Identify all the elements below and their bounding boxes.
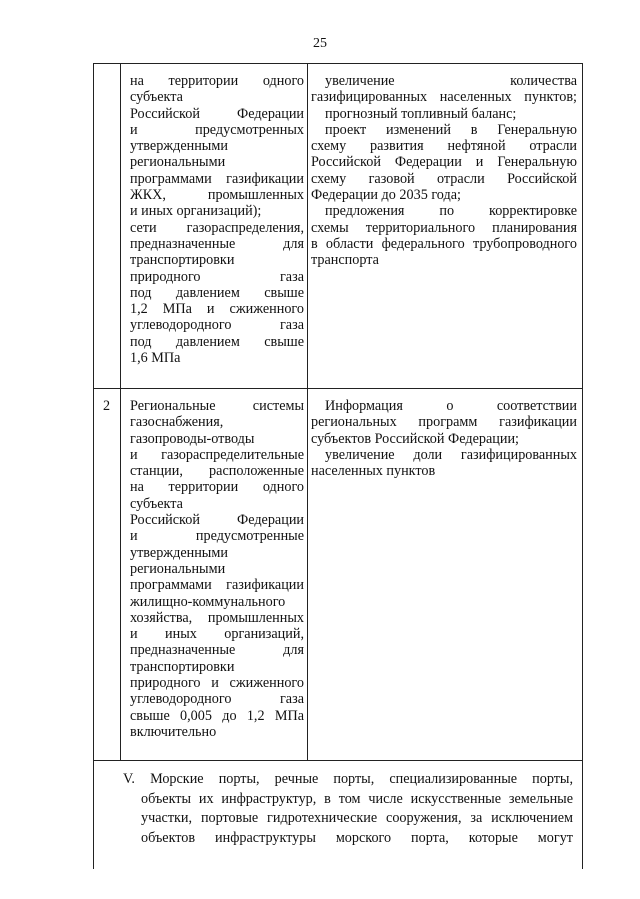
text-line: и предусмотренных <box>130 121 304 138</box>
text-line: Российской Федерации <box>130 105 304 122</box>
text-line: программами газификации <box>130 170 304 187</box>
text-line: объектов инфраструктуры морского порта, которые могут <box>141 829 573 846</box>
text-line: на территории одного <box>130 479 304 496</box>
text-line: населенных пунктов <box>311 463 436 480</box>
text-line: в области федерального трубопроводного <box>311 235 577 252</box>
text-line: 1,2 МПа и сжиженного <box>130 301 304 318</box>
text-line: прогнозный топливный баланс; <box>325 105 517 122</box>
text-line: схему газовой отрасли Российской <box>311 170 577 187</box>
text-line: и иных организаций, <box>130 626 304 643</box>
text-line: проект изменений в Генеральную <box>325 121 577 138</box>
text-line: станции, расположенные <box>130 463 304 480</box>
text-line: V. Морские порты, речные порты, специализированные порты, <box>123 771 573 787</box>
section-divider <box>93 760 583 761</box>
text-line: субъекта <box>130 495 183 512</box>
row-divider <box>93 388 583 389</box>
text-line: газифицированных населенных пунктов; <box>311 89 577 106</box>
text-line: включительно <box>130 723 217 740</box>
text-line: свыше 0,005 до 1,2 МПа <box>130 707 304 724</box>
text-line: транспортировки <box>130 252 235 269</box>
table-right-border <box>582 63 583 869</box>
text-line: и газораспределительные <box>130 446 304 463</box>
text-line: и иных организаций); <box>130 203 262 220</box>
text-line: увеличение доли газифицированных <box>325 446 577 463</box>
text-line: Региональные системы <box>130 398 304 414</box>
text-line: транспорта <box>311 252 379 269</box>
text-line: углеводородного газа <box>130 317 304 334</box>
column-divider-number <box>120 63 121 760</box>
table-left-border <box>93 63 94 869</box>
text-line: природного и сжиженного <box>130 675 304 692</box>
text-line: объекты их инфраструктур, в том числе искусственные земельные <box>141 790 573 807</box>
text-line: программами газификации <box>130 577 304 594</box>
text-line: газоснабжения, <box>130 414 224 431</box>
page-number: 25 <box>313 36 327 51</box>
row-continued-object-cell <box>130 73 304 366</box>
text-line: схему развития нефтяной отрасли <box>311 138 577 155</box>
text-line: газопроводы-отводы <box>130 430 255 447</box>
text-line: хозяйства, промышленных <box>130 609 304 626</box>
section-v-heading <box>123 770 573 848</box>
text-line: Информация о соответствии <box>325 398 577 414</box>
text-line: утвержденными <box>130 138 228 155</box>
row-number: 2 <box>103 398 111 414</box>
text-line: региональными <box>130 154 226 171</box>
text-line: и предусмотренные <box>130 528 304 545</box>
document-table <box>93 63 583 869</box>
text-line: сети газораспределения, <box>130 219 304 236</box>
text-line: региональными <box>130 560 226 577</box>
text-line: региональных программ газификации <box>311 414 577 431</box>
row-2-info-cell <box>311 398 577 479</box>
text-line: Федерации до 2035 года; <box>311 187 461 204</box>
text-line: предназначенные для <box>130 235 304 252</box>
text-line: участки, портовые гидротехнические сооружения, за исключением <box>141 810 573 826</box>
text-line: схемы территориального планирования <box>311 219 577 236</box>
text-line: углеводородного газа <box>130 691 304 708</box>
text-line: под давлением свыше <box>130 284 304 301</box>
text-line: жилищно-коммунального <box>130 593 286 610</box>
text-line: утвержденными <box>130 544 228 561</box>
text-line: субъекта <box>130 89 183 106</box>
text-line: Российской Федерации и Генеральную <box>311 154 577 171</box>
text-line: природного газа <box>130 268 304 285</box>
row-continued-info-cell <box>311 73 577 269</box>
text-line: ЖКХ, промышленных <box>130 187 304 204</box>
row-2-object-cell <box>130 398 304 740</box>
text-line: предложения по корректировке <box>325 203 577 220</box>
text-line: 1,6 МПа <box>130 350 181 367</box>
text-line: под давлением свыше <box>130 333 304 350</box>
text-line: на территории одного <box>130 73 304 89</box>
text-line: Российской Федерации <box>130 512 304 529</box>
column-divider-object <box>307 63 308 760</box>
text-line: увеличение количества <box>325 73 577 89</box>
text-line: транспортировки <box>130 658 235 675</box>
text-line: субъектов Российской Федерации; <box>311 430 519 447</box>
text-line: предназначенные для <box>130 642 304 659</box>
table-top-border <box>93 63 583 64</box>
